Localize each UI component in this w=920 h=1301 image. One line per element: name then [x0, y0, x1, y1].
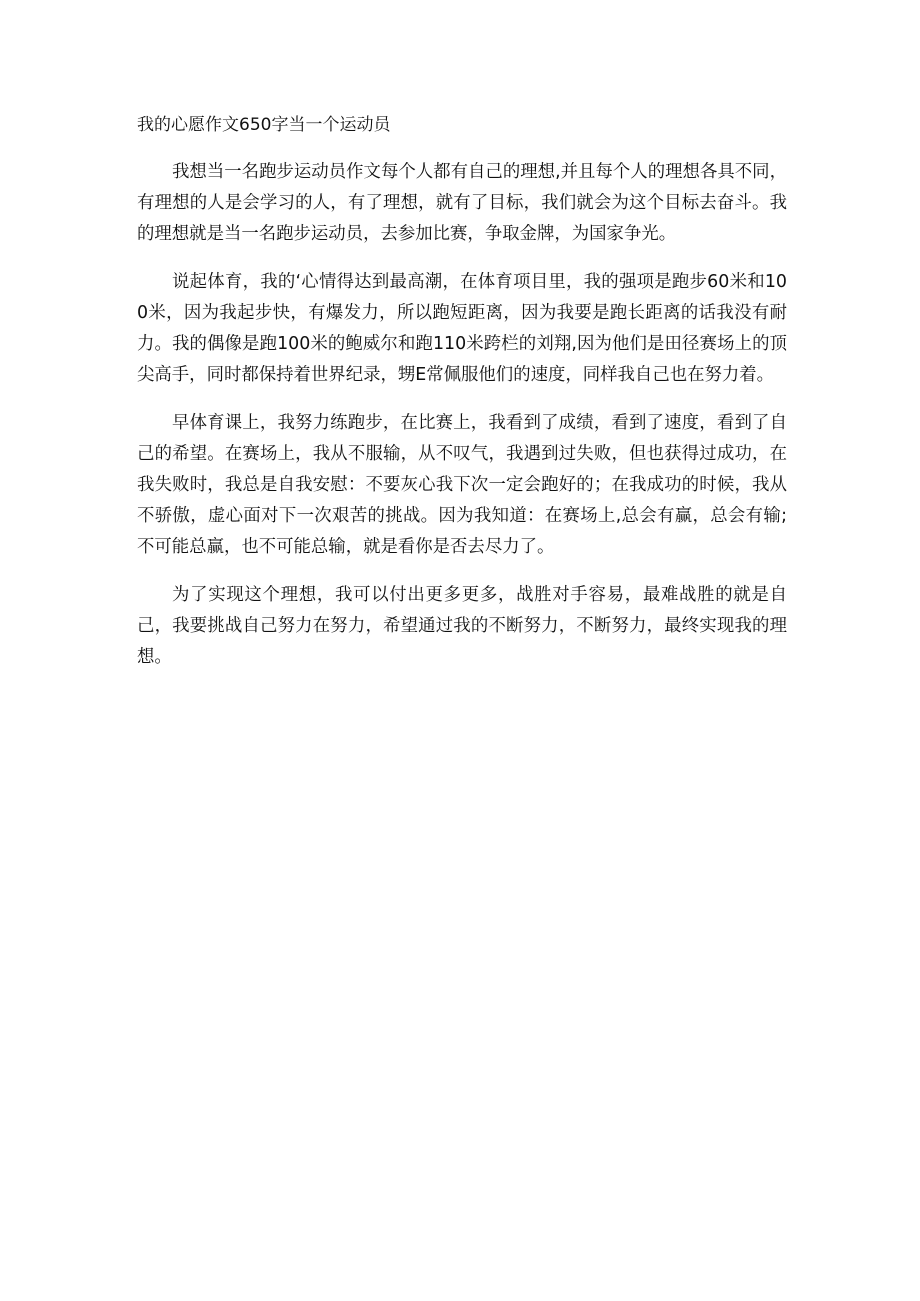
document-title: 我的心愿作文650字当一个运动员 — [137, 115, 391, 135]
paragraph-2: 说起体育，我的‘心情得达到最高潮，在体育项目里，我的强项是跑步60米和100米，因为我起步快，有爆发力，所以跑短距离，因为我要是跑长距离的话我没有耐力。我的偶像是跑100米的鲍威尔和跑110米跨栏的刘翔,因为他们是田径赛场上的顶尖高手，同时都保持着世界纪录，甥E常佩服他们的速度，同样我自己也在努力着。 — [137, 272, 787, 385]
paragraph-3: 早体育课上，我努力练跑步，在比赛上，我看到了成绩，看到了速度，看到了自己的希望。在赛场上，我从不服输，从不叹气，我遇到过失败，但也获得过成功，在我失败时，我总是自我安慰：不要灰心我下次一定会跑好的；在我成功的时候，我从不骄傲，虚心面对下一次艰苦的挑战。因为我知道：在赛场上,总会有赢，总会有输;不可能总赢，也不可能总输，就是看你是否去尽力了。 — [137, 413, 787, 557]
paragraph-1: 我想当一名跑步运动员作文每个人都有自己的理想,并且每个人的理想各具不同，有理想的人是会学习的人，有了理想，就有了目标，我们就会为这个目标去奋斗。我的理想就是当一名跑步运动员，去参加比赛，争取金牌，为国家争光。 — [137, 162, 787, 244]
paragraph-4: 为了实现这个理想，我可以付出更多更多，战胜对手容易，最难战胜的就是自己，我要挑战自己努力在努力，希望通过我的不断努力，不断努力，最终实现我的理想。 — [137, 585, 787, 667]
document-body — [137, 157, 787, 690]
